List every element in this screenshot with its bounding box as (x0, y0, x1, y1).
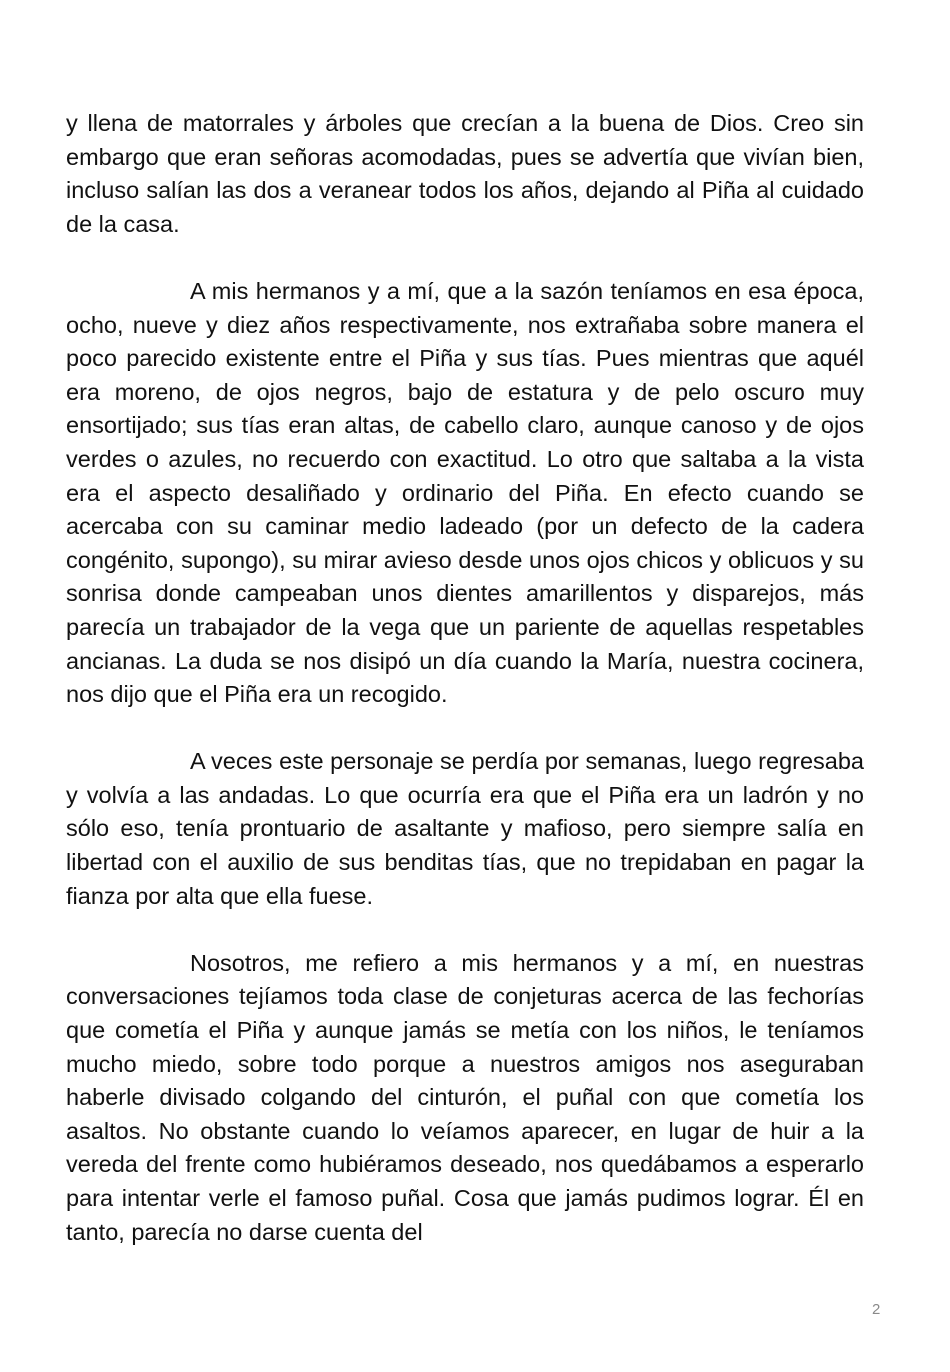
body-text (66, 107, 864, 1249)
paragraph-4: Nosotros, me refiero a mis hermanos y a mí, en nuestras conversaciones tejíamos toda clase de conjeturas acerca de las fechorías que cometía el Piña y aunque jamás se metía con los niños, le teníamos mucho miedo, sobre todo porque a nuestros amigos nos aseguraban haberle divisado colgando del cinturón, el puñal con que cometía los asaltos. No obstante cuando lo veíamos aparecer, en lugar de huir a la vereda del frente como hubiéramos deseado, nos quedábamos a esperarlo para intentar verle el famoso puñal. Cosa que jamás pudimos lograr. Él en tanto, parecía no darse cuenta del (66, 949, 864, 1245)
page-number: 2 (872, 1301, 881, 1318)
paragraph-2: A mis hermanos y a mí, que a la sazón teníamos en esa época, ocho, nueve y diez años respectivamente, nos extrañaba sobre manera el poco parecido existente entre el Piña y sus tías. Pues mientras que aquél era moreno, de ojos negros, bajo de estatura y de pelo oscuro muy ensortijado; sus tías eran altas, de cabello claro, aunque canoso y de ojos verdes o azules, no recuerdo con exactitud. Lo otro que saltaba a la vista era el aspecto desaliñado y ordinario del Piña. En efecto cuando se acercaba con su caminar medio ladeado (por un defecto de la cadera congénito, supongo), su mirar avieso desde unos ojos chicos y oblicuos y su sonrisa donde campeaban unos dientes amarillentos y disparejos, más parecía un trabajador de la vega que un pariente de aquellas respetables ancianas. La duda se nos disipó un día cuando la María, nuestra cocinera, nos dijo que el Piña era un recogido. (66, 277, 864, 708)
paragraph-3: A veces este personaje se perdía por semanas, luego regresaba y volvía a las andadas. Lo que ocurría era que el Piña era un ladrón y no sólo eso, tenía prontuario de asaltante y mafioso, pero siempre salía en libertad con el auxilio de sus benditas tías, que no trepidaban en pagar la fianza por alta que ella fuese. (66, 748, 864, 909)
paragraph-1: y llena de matorrales y árboles que crecían a la buena de Dios. Creo sin embargo que eran señoras acomodadas, pues se advertía que vivían bien, incluso salían las dos a veranear todos los años, dejando al Piña al cuidado de la casa. (66, 110, 864, 237)
